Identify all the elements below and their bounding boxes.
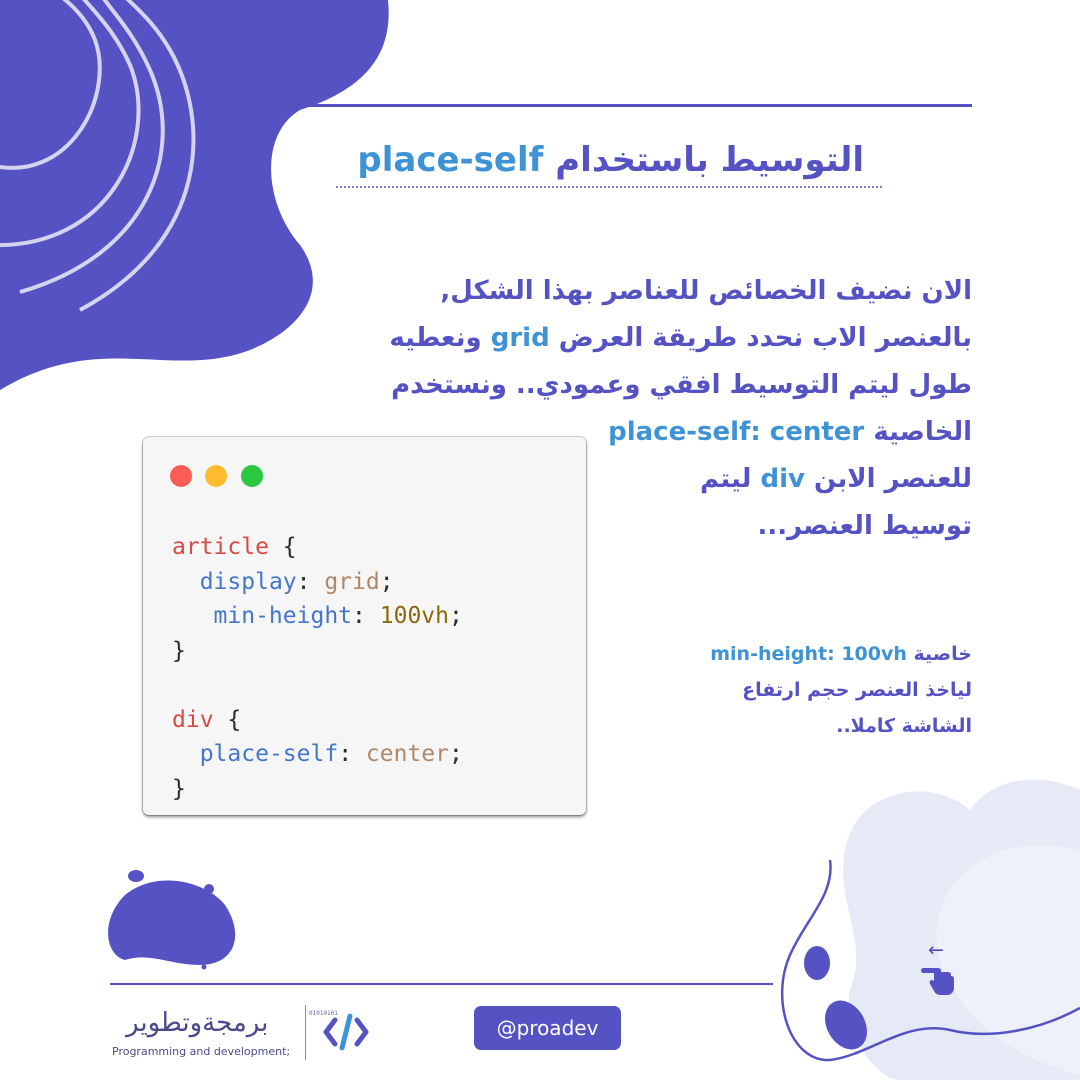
title-keyword: place-self: [357, 140, 544, 180]
title-underline: [336, 186, 882, 188]
bottom-divider: [110, 983, 773, 985]
logo-binary-bits: 01010101: [309, 1010, 338, 1017]
arrow-left-icon: ←: [928, 939, 944, 961]
close-dot-icon: [170, 465, 192, 487]
side-note-line-1: [632, 636, 972, 672]
side-note: [632, 636, 972, 744]
code-property-min-height: min-height: [213, 603, 353, 629]
code-value-100vh: 100vh: [379, 603, 449, 629]
logo-arabic-text: برمجةوتطوير: [126, 1008, 269, 1038]
min-height-keyword: min-height: 100vh: [710, 643, 907, 665]
code-semicolon: ;: [449, 603, 463, 629]
explanation-line-5-end: ليتم: [700, 464, 752, 494]
code-brace-close: }: [172, 637, 186, 664]
logo-english-text: Programming and development;: [112, 1045, 291, 1058]
explanation-line-2-start: بالعنصر الاب نحدد طريقة العرض: [558, 323, 972, 353]
code-value-grid: grid: [324, 568, 380, 595]
code-colon: :: [338, 741, 353, 767]
code-colon: :: [352, 603, 366, 629]
div-keyword: div: [760, 464, 805, 494]
code-colon: :: [296, 568, 311, 595]
code-selector-div: div: [172, 706, 214, 733]
code-value-center: center: [365, 741, 449, 767]
logo-separator: [305, 1005, 306, 1060]
explanation-line-3: طول ليتم التوسيط افقي وعمودي.. ونستخدم: [391, 370, 972, 400]
maximize-dot-icon: [241, 465, 263, 487]
side-note-line-3: الشاشة كاملا..: [836, 715, 972, 737]
code-semicolon: ;: [379, 568, 394, 595]
code-brace-close: }: [172, 775, 186, 802]
code-brackets-icon: [323, 1010, 369, 1054]
code-property-display: display: [199, 568, 297, 595]
bottom-left-dot-medium: [204, 884, 214, 894]
title-text: التوسيط باستخدام: [555, 140, 864, 180]
social-handle-button[interactable]: @proadev: [474, 1006, 621, 1050]
explanation-line-6: توسيط العنصر...: [757, 511, 972, 541]
bottom-left-blob: [108, 881, 235, 965]
explanation-line-4-start: الخاصية: [873, 417, 972, 447]
code-snippet: [172, 530, 463, 806]
top-divider: [285, 104, 972, 107]
place-self-keyword: place-self: center: [608, 417, 865, 447]
pointing-hand-icon: [920, 958, 960, 996]
side-note-line-2: لياخذ العنصر حجم ارتفاع: [742, 679, 972, 701]
code-brace-open: {: [227, 706, 242, 733]
explanation-line-5-start: للعنصر الابن: [814, 464, 972, 494]
explanation-line-2: [272, 315, 972, 362]
code-property-place-self: place-self: [199, 741, 339, 767]
bottom-right-small-blob: [804, 946, 830, 980]
explanation-line-2-end: ونعطيه: [389, 323, 482, 353]
code-selector-article: article: [172, 534, 269, 560]
page-title: [357, 140, 864, 180]
code-brace-open: {: [282, 534, 297, 560]
minimize-dot-icon: [205, 465, 227, 487]
bottom-left-dot-large: [128, 870, 144, 882]
grid-keyword: grid: [490, 323, 550, 353]
bottom-left-dot-small: [202, 965, 207, 970]
side-note-line-1-start: خاصية: [913, 643, 972, 665]
code-semicolon: ;: [449, 741, 463, 767]
code-window: [143, 437, 586, 815]
explanation-line-1: الان نضيف الخصائص للعناصر بهذا الشكل,: [440, 276, 972, 306]
